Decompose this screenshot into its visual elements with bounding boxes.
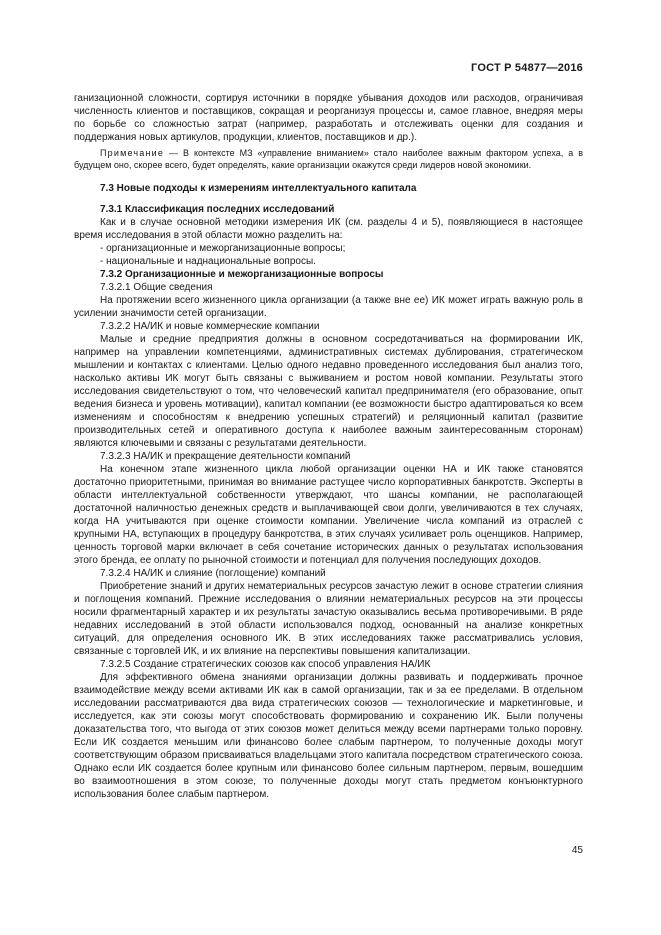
subsection-heading-7-3-2-1: 7.3.2.1 Общие сведения — [100, 282, 213, 293]
paragraph-7-3-2-1: На протяжении всего жизненного цикла организации (а также вне ее) ИК может играть важную роль в усилении значимости сетей организации. — [74, 295, 583, 319]
section-heading-7-3-1: 7.3.1 Классификация последних исследований — [100, 204, 335, 215]
note-paragraph — [74, 147, 583, 171]
section-heading-7-3: 7.3 Новые подходы к измерениям интеллектуального капитала — [100, 183, 417, 194]
document-body — [74, 92, 583, 801]
subsection-heading-7-3-2-5: 7.3.2.5 Создание стратегических союзов как способ управления НА/ИК — [100, 659, 431, 670]
note-label: Примечание — [100, 148, 165, 158]
page-number: 45 — [571, 845, 583, 856]
note-text: — В контексте МЗ «управление вниманием» стало наиболее важным фактором успеха, а в будущем оно, скорее всего, будет определять, какие организации окажутся среди лидеров новой экономики. — [74, 148, 583, 170]
paragraph-7-3-2-5: Для эффективного обмена знаниями организации должны развивать и поддерживать прочное взаимодействие между всеми активами ИК как в самой организации, так и за ее пределами. В отдельном исследовании рассматриваются два вида стратегических союзов — технологические и маркетинговые, и исследуется, как эти союзы могут способствовать формированию и сохранению ИК. Были получены доказательства того, что выгода от этих союзов может делиться между всеми партнерами только поровну. Если ИК создается меньшим или финансово более слабым партнером, то полученные доходы могут соответствующим образом присваиваться владельцами этого капитала посредством стратегического союза. Однако если ИК создается более крупным или финансово более сильным партнером, первым, вошедшим во взаимоотношения в этом союзе, то полученные доходы могут стать предметом конъюнктурного использования более слабым партнером. — [74, 672, 583, 800]
paragraph-7-3-2-4: Приобретение знаний и других нематериальных ресурсов зачастую лежит в основе стратегии слияния и поглощения компаний. Прежние исследования о влиянии нематериальных ресурсов на эти процессы носили фрагментарный характер и их результаты зачастую оказывались весьма противоречивыми. В ряде недавних исследований в этой области использовался подход, основанный на анализе конкретных ситуаций, для определения основного ИК. В этих исследованиях также рассматривались условия, связанные с торговлей ИК, и их влияние на перспективы повышения капитализации. — [74, 581, 583, 657]
paragraph-7-3-1: Как и в случае основной методики измерения ИК (см. разделы 4 и 5), появляющиеся в настоящее время исследования в этой области можно разделить на: — [74, 217, 583, 241]
paragraph-intro: ганизационной сложности, сортируя источники в порядке убывания доходов или расходов, ограничивая численность клиентов и поставщиков, сокращая и реорганизуя процессы и, самое главное, внедряя меры по борьбе со сложностью затрат (например, разработать и отслеживать оценки для создания и поддержания новых артикулов, продукции, клиентов, поставщиков и др.). — [74, 93, 583, 143]
list-item: - национальные и наднациональные вопросы. — [100, 256, 316, 267]
section-heading-7-3-2: 7.3.2 Организационные и межорганизационные вопросы — [100, 269, 384, 280]
subsection-heading-7-3-2-2: 7.3.2.2 НА/ИК и новые коммерческие компании — [100, 321, 320, 332]
paragraph-7-3-2-3: На конечном этапе жизненного цикла любой организации оценки НА и ИК также становятся достаточно приоритетными, принимая во внимание растущее число корпоративных банкротств. Эксперты в области интеллектуальной собственности утверждают, что шансы компании, не располагающей достаточной наличностью денежных средств и выплачивающей свои долги, увеличиваются в тех случаях, когда НА учитываются при оценке стоимости компании. Увеличение числа компаний из отраслей с крупными НА, вступающих в процедуру банкротства, в этих случаях усиливает роль оценщиков. Например, ценность торговой марки включает в себя сочетание исторических данных о результатах использования этого бренда, ее оплату по рыночной стоимости и потенциал для получения последующих доходов. — [74, 464, 583, 566]
paragraph-7-3-2-2: Малые и средние предприятия должны в основном сосредотачиваться на формировании ИК, например на управлении компетенциями, административных системах дублирования, стратегическом мышлении и контактах с клиентами. Целью одного недавно проведенного исследования был анализ того, насколько активы ИК могут быть связаны с выживанием и ростом новой компании. Результаты этого исследования свидетельствуют о том, что человеческий капитал предпринимателя (его образование, опыт ведения бизнеса и уровень мотивации), капитал компании (ее возможности быстро адаптироваться ко всем изменениям и способностям к внедрению успешных стратегий) и реляционный капитал (развитие производительных сетей и оперативного доступа к наиболее важным заинтересованным сторонам) являются ключевыми и связаны с результатами деятельности. — [74, 334, 583, 449]
list-item: - организационные и межорганизационные вопросы; — [100, 243, 346, 254]
subsection-heading-7-3-2-4: 7.3.2.4 НА/ИК и слияние (поглощение) компаний — [100, 568, 326, 579]
subsection-heading-7-3-2-3: 7.3.2.3 НА/ИК и прекращение деятельности компаний — [100, 451, 351, 462]
document-header: ГОСТ Р 54877—2016 — [471, 62, 583, 74]
